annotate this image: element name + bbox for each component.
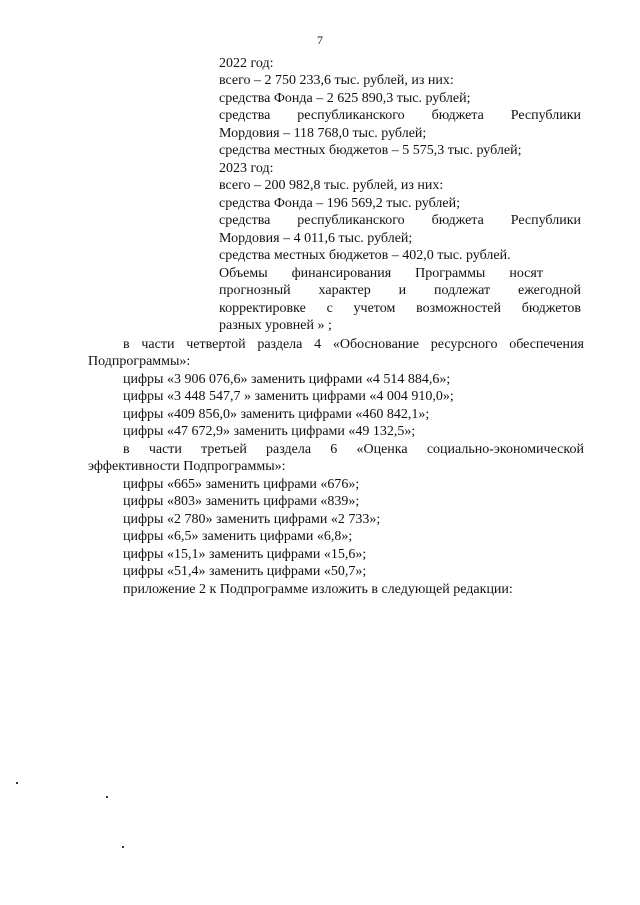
total-2023: всего – 200 982,8 тыс. рублей, из них:	[219, 178, 444, 193]
section6-item-6: цифры «51,4» заменить цифрами «50,7»;	[123, 564, 367, 579]
note-line-3	[219, 300, 581, 317]
word: учетом	[353, 301, 396, 316]
section4-item-2: цифры «3 448 547,7 » заменить цифрами «4 004 910,0»;	[123, 389, 454, 404]
word: 4	[314, 337, 322, 352]
word: части	[141, 337, 175, 352]
word: средства	[219, 213, 271, 228]
word: Объемы	[219, 266, 268, 281]
word: раздела	[266, 442, 312, 457]
word: средства	[219, 108, 271, 123]
word: ежегодной	[517, 283, 581, 298]
word: корректировке	[219, 301, 306, 316]
word: прогнозный	[219, 283, 291, 298]
closing-line: приложение 2 к Подпрограмме изложить в следующей редакции:	[123, 582, 513, 597]
section6-item-4: цифры «6,5» заменить цифрами «6,8»;	[123, 529, 353, 544]
section6-item-2: цифры «803» заменить цифрами «839»;	[123, 494, 360, 509]
year-2022: 2022 год:	[219, 56, 274, 71]
section6-item-5: цифры «15,1» заменить цифрами «15,6»;	[123, 547, 367, 562]
word: ресурсного	[430, 337, 498, 352]
note-last: разных уровней » ;	[219, 318, 332, 333]
page-number: 7	[317, 33, 323, 47]
section4-item-3: цифры «409 856,0» заменить цифрами «460 842,1»;	[123, 407, 430, 422]
word: «Обоснование	[332, 337, 419, 352]
local-2023: средства местных бюджетов – 402,0 тыс. рублей.	[219, 248, 511, 263]
republican-2023-line2: Мордовия – 4 011,6 тыс. рублей;	[219, 231, 413, 246]
word: третьей	[201, 442, 247, 457]
republican-2022-line1	[219, 107, 581, 124]
scan-speck	[122, 846, 124, 848]
word: части	[148, 442, 182, 457]
section6-intro-line1	[123, 441, 584, 458]
word: республиканского	[297, 213, 405, 228]
section4-item-1: цифры «3 906 076,6» заменить цифрами «4 514 884,6»;	[123, 372, 451, 387]
republican-2022-line2: Мордовия – 118 768,0 тыс. рублей;	[219, 126, 427, 141]
section4-intro-line2: Подпрограммы»:	[88, 354, 191, 369]
word: подлежат	[434, 283, 491, 298]
word: бюджета	[431, 108, 484, 123]
fund-2022: средства Фонда – 2 625 890,3 тыс. рублей;	[219, 91, 471, 106]
word: Республики	[510, 213, 581, 228]
word: в	[123, 442, 130, 457]
scan-speck	[106, 796, 108, 798]
word: раздела	[257, 337, 303, 352]
section4-item-4: цифры «47 672,9» заменить цифрами «49 132,5»;	[123, 424, 416, 439]
fund-2023: средства Фонда – 196 569,2 тыс. рублей;	[219, 196, 460, 211]
word: в	[123, 337, 130, 352]
local-2022: средства местных бюджетов – 5 575,3 тыс. рублей;	[219, 143, 522, 158]
word: социально-экономической	[426, 442, 584, 457]
word: Программы	[415, 266, 486, 281]
word: финансирования	[291, 266, 392, 281]
scan-speck	[16, 782, 18, 784]
word: бюджетов	[521, 301, 581, 316]
word: обеспечения	[509, 337, 584, 352]
total-2022: всего – 2 750 233,6 тыс. рублей, из них:	[219, 73, 454, 88]
section6-intro-line2: эффективности Подпрограммы»:	[88, 459, 286, 474]
section6-item-1: цифры «665» заменить цифрами «676»;	[123, 477, 360, 492]
word: бюджета	[431, 213, 484, 228]
word: носят	[509, 266, 543, 281]
word: четвертой	[186, 337, 246, 352]
word: возможностей	[416, 301, 501, 316]
section4-intro-line1	[123, 336, 584, 353]
year-2023: 2023 год:	[219, 161, 274, 176]
word: с	[326, 301, 333, 316]
word: характер	[318, 283, 371, 298]
word: 6	[330, 442, 338, 457]
section6-item-3: цифры «2 780» заменить цифрами «2 733»;	[123, 512, 381, 527]
note-line-1	[219, 265, 543, 282]
word: «Оценка	[356, 442, 408, 457]
note-line-2	[219, 282, 581, 299]
word: Республики	[510, 108, 581, 123]
word: республиканского	[297, 108, 405, 123]
republican-2023-line1	[219, 212, 581, 229]
word: и	[398, 283, 407, 298]
